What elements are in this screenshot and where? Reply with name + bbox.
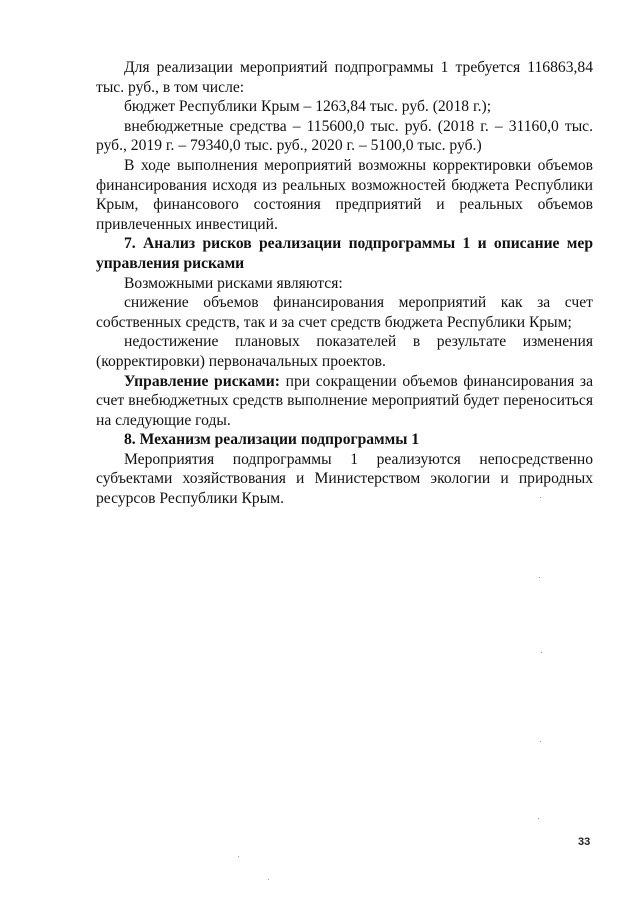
funding-budget-paragraph: бюджет Республики Крым – 1263,84 тыс. руб. (2018 г.); <box>124 98 492 116</box>
scan-speck <box>538 818 539 819</box>
scan-speck <box>541 652 542 653</box>
risk-management-lead: Управление рисками: <box>124 372 280 390</box>
risks-intro: Возможными рисками являются: <box>124 274 343 292</box>
risk-item-targets: недостижение плановых показателей в результате изменения (корректировки) первоначальных проектов. <box>96 333 593 370</box>
funding-adjustments-paragraph: В ходе выполнения мероприятий возможны корректировки объемов финансирования исходя из реальных возможностей бюджета Республики Крым, финансового состояния предприятий и реальных объемов привлеченных инвестиций. <box>96 156 593 233</box>
document-body <box>96 58 593 509</box>
scan-speck <box>238 856 239 857</box>
section-8-text: Мероприятия подпрограммы 1 реализуются непосредственно субъектами хозяйствования и Министерством экологии и природных ресурсов Республики Крым. <box>96 450 593 508</box>
page-number: 33 <box>578 836 591 848</box>
scan-speck <box>540 497 541 498</box>
scan-speck <box>268 879 269 880</box>
risk-management-paragraph <box>96 372 593 431</box>
scan-speck <box>540 741 541 742</box>
funding-extrabudget-paragraph: внебюджетные средства – 115600,0 тыс. руб. (2018 г. – 31160,0 тыс. руб., 2019 г. – 79340,0 тыс. руб., 2020 г. – 5100,0 тыс. руб.) <box>96 117 593 155</box>
scan-speck <box>539 577 540 578</box>
section-7-heading: 7. Анализ рисков реализации подпрограммы 1 и описание мер управления рисками <box>96 235 593 272</box>
risk-management-text: при сокращении объемов финансирования за счет внебюджетных средств выполнение мероприятий будет переноситься на следующие годы. <box>96 372 593 429</box>
section-8-heading: 8. Механизм реализации подпрограммы 1 <box>124 431 420 449</box>
funding-total-paragraph: Для реализации мероприятий подпрограммы 1 требуется 116863,84 тыс. руб., в том числе: <box>96 59 593 96</box>
risk-item-funding: снижение объемов финансирования мероприятий как за счет собственных средств, так и за счет средств бюджета Республики Крым; <box>96 294 593 331</box>
